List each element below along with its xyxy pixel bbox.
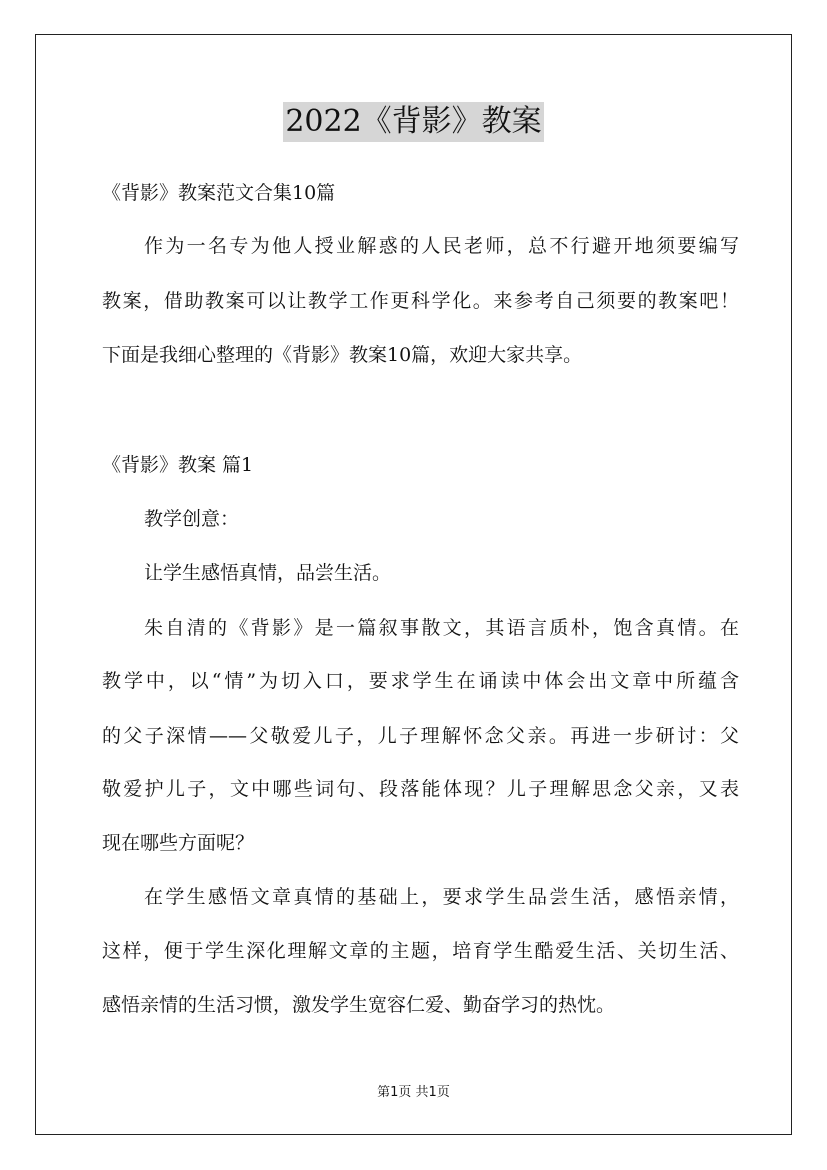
paragraph-line: 现在哪些方面呢？ [102,832,255,854]
subtitle: 《背影》教案范文合集10篇 [102,182,336,204]
paragraph-line: 朱自清的《背影》是一篇叙事散文，其语言质朴，饱含真情。在 [144,617,739,639]
creative-summary: 让学生感悟真情，品尝生活。 [144,562,392,584]
section-heading: 《背影》教案 篇1 [102,454,254,476]
creative-label: 教学创意： [144,508,240,530]
page-number-footer: 第1页 共1页 [377,1085,450,1100]
title-container [0,102,827,142]
paragraph-line: 敬爱护儿子，文中哪些词句、段落能体现？儿子理解思念父亲，又表 [102,778,739,800]
paragraph-line: 的父子深情——父敬爱儿子，儿子理解怀念父亲。再进一步研讨：父 [102,725,739,747]
intro-line: 下面是我细心整理的《背影》教案10篇，欢迎大家共享。 [102,344,583,366]
paragraph-line: 感悟亲情的生活习惯，激发学生宽容仁爱、勤奋学习的热忱。 [102,994,616,1016]
intro-line: 作为一名专为他人授业解惑的人民老师，总不行避开地须要编写 [144,235,739,257]
intro-line: 教案，借助教案可以让教学工作更科学化。来参考自己须要的教案吧！ [102,290,739,312]
paragraph-line: 这样，便于学生深化理解文章的主题，培育学生酷爱生活、关切生活、 [102,940,739,962]
paragraph-line: 在学生感悟文章真情的基础上，要求学生品尝生活，感悟亲情， [144,886,739,908]
document-title: 2022《背影》教案 [283,102,543,142]
paragraph-line: 教学中，以“情”为切入口，要求学生在诵读中体会出文章中所蕴含 [102,670,739,692]
